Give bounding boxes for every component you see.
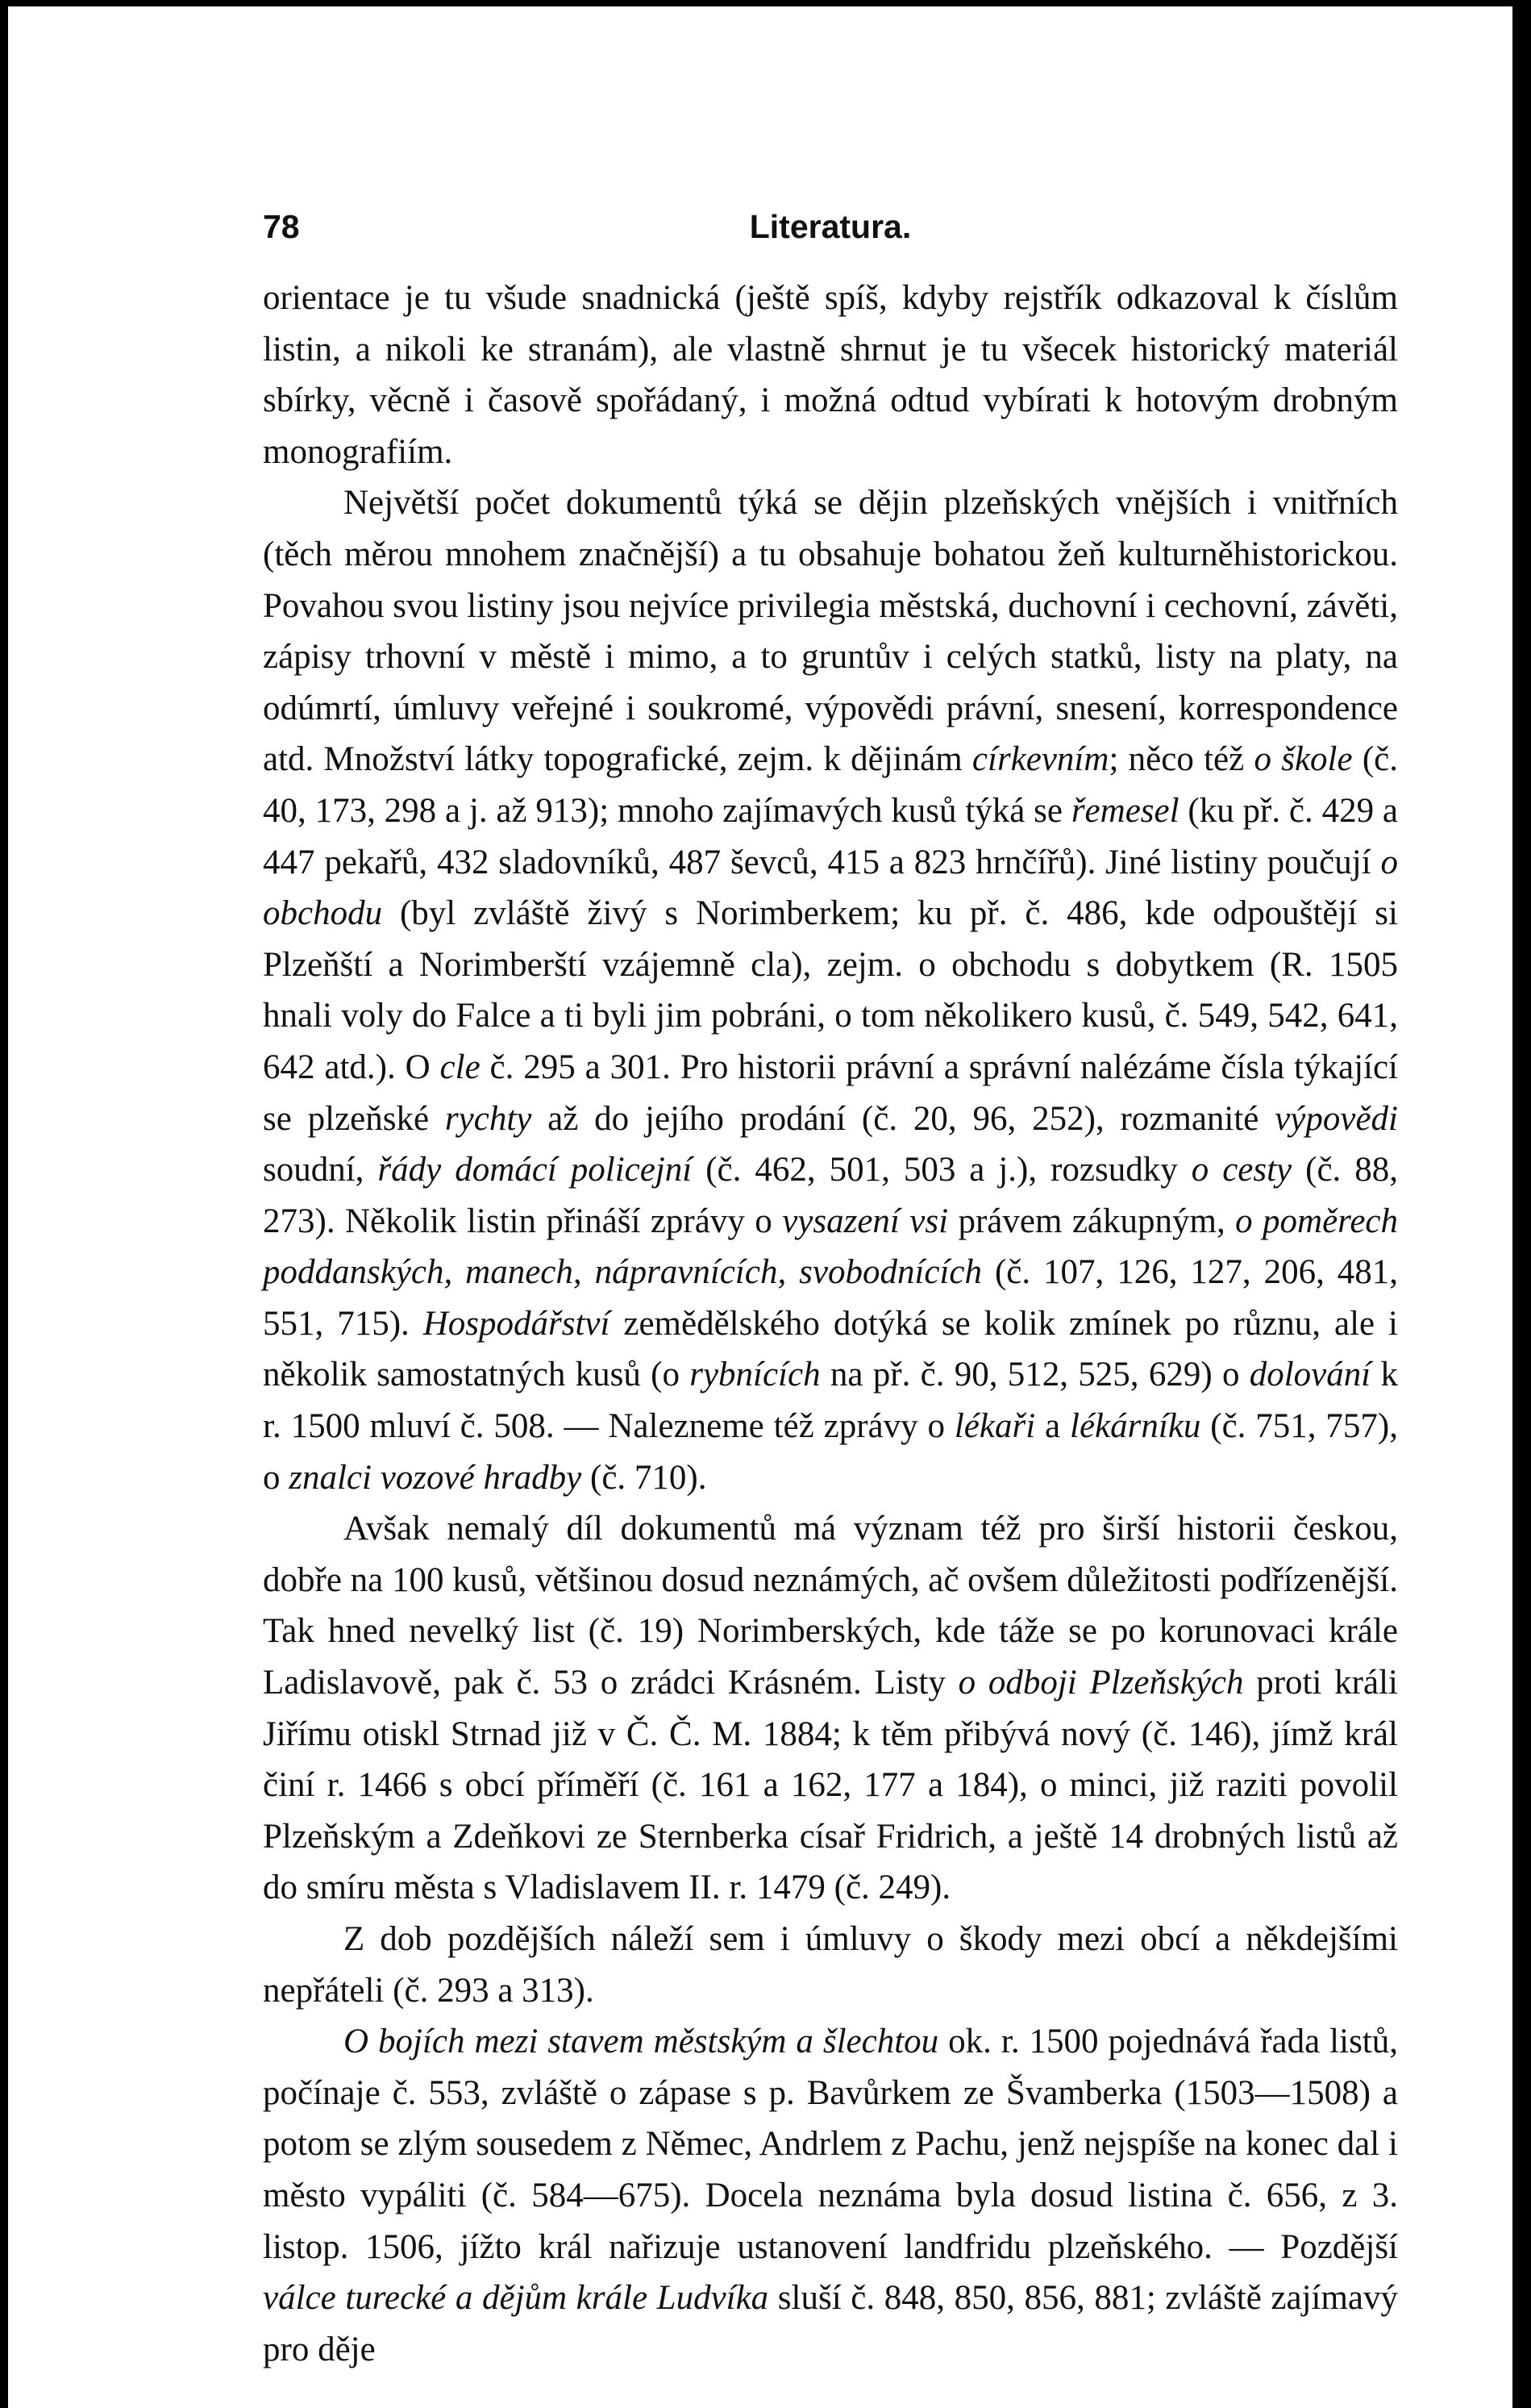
paragraph-4: Z dob pozdějších náleží sem i úmluvy o škody mezi obcí a někdejšími nepřáteli (č. 293 a 313). <box>263 1920 1398 2010</box>
page-header <box>263 208 1398 256</box>
text-run: (č. 88, 273). Několik listin přináší zprávy o <box>263 1151 1399 1240</box>
text-run: (č. 107, 126, 127, 206, 481, 551, 715). <box>263 1253 1399 1343</box>
text-run: ; něco též <box>1109 740 1254 779</box>
document-page <box>8 6 1512 2408</box>
italic-run: o obchodu <box>263 843 1398 933</box>
paragraph-3 <box>263 1503 1398 1914</box>
page-number: 78 <box>263 208 300 245</box>
italic-run: lékárníku <box>1070 1407 1201 1446</box>
italic-run: O bojích mezi stavem městským a šlechtou <box>343 2023 939 2061</box>
text-run: ok. r. 1500 pojednává řada listů, počínaje č. 553, zvláště o zápase s p. Bavůrkem ze Švamberka (1503—1508) a potom se zlým sousedem z Němec, Andrlem z Pachu, jenž nejspíše na konec dal i město vypáliti (č. 584—675). Docela neznáma byla dosud listina č. 656, z 3. listop. 1506, jížto král nařizuje ustanovení landfridu plzeňského. — Pozdější <box>263 2023 1398 2266</box>
italic-run: lékaři <box>954 1407 1036 1446</box>
text-run: (č. 751, 757), o <box>263 1407 1399 1497</box>
text-run: až do jejího prodání (č. 20, 96, 252), rozmanité <box>531 1099 1275 1138</box>
text-run: Největší počet dokumentů týká se dějin plzeňských vnějších i vnitřních (těch měrou mnohem značnější) a tu obsahuje bohatou žeň kulturněhistorickou. Povahou svou listiny jsou nejvíce privilegia městská, duchovní i cechovní, závěti, zápisy trhovní v městě i mimo, a to gruntův i celých statků, listy na platy, na odúmrtí, úmluvy veřejné i soukromé, výpovědi právní, snesení, korrespondence atd. Množství látky topografické, zejm. k dějinám <box>263 484 1398 779</box>
italic-run: znalci vozové hradby <box>289 1458 582 1497</box>
text-run: na př. č. 90, 512, 525, 629) o <box>820 1356 1250 1394</box>
text-run: č. 295 a 301. Pro historii právní a správní nalézáme čísla týkající se plzeňské <box>263 1048 1398 1138</box>
italic-run: o poměrech poddanských, manech, nápravnících, svobodnících <box>263 1202 1398 1292</box>
italic-run: válce turecké a dějům krále Ludvíka <box>263 2279 769 2318</box>
italic-run: vysazení vsi <box>782 1202 949 1240</box>
text-run: (byl zvláště živý s Norimberkem; ku př. č. 486, kde odpouštějí si Plzeňští a Norimberští vzájemně cla), zejm. o obchodu s dobytkem (R. 1505 hnali voly do Falce a ti byli jim pobráni, o tom několikero kusů, č. 549, 542, 641, 642 atd.). O <box>263 894 1398 1086</box>
italic-run: výpovědi <box>1275 1099 1398 1138</box>
running-title: Literatura. <box>749 208 912 245</box>
text-run: k r. 1500 mluví č. 508. — Nalezneme též zprávy o <box>263 1356 1399 1446</box>
italic-run: řemesel <box>1071 791 1179 830</box>
text-run: právem zákupným, <box>948 1202 1236 1240</box>
italic-run: rybnících <box>689 1356 821 1394</box>
paragraph-2 <box>263 477 1398 1503</box>
text-run: sluší č. 848, 850, 856, 881; zvláště zajímavý pro děje <box>263 2279 1398 2368</box>
text-run: (č. 710). <box>581 1458 707 1497</box>
italic-run: o škole <box>1254 740 1353 779</box>
text-run: (č. 40, 173, 298 a j. až 913); mnoho zajímavých kusů týká se <box>263 740 1399 830</box>
text-run: a <box>1035 1407 1071 1446</box>
body-text <box>263 273 1398 2375</box>
italic-run: dolování <box>1249 1356 1371 1394</box>
paragraph-5 <box>263 2016 1398 2375</box>
italic-run: cle <box>439 1048 481 1086</box>
text-run: zemědělského dotýká se kolik zmínek po různu, ale i několik samostatných kusů (o <box>263 1304 1398 1394</box>
text-run: (č. 462, 501, 503 a j.), rozsudky <box>692 1151 1192 1189</box>
paragraph-1: orientace je tu všude snadnická (ještě spíš, kdyby rejstřík odkazoval k číslům listin, a nikoli ke stranám), ale vlastně shrnut je tu všecek historický materiál sbírky, věcně i časově spořádaný, i možná odtud vybírati k hotovým drobným monografiím. <box>263 279 1398 471</box>
italic-run: církevním <box>971 740 1109 779</box>
italic-run: o cesty <box>1191 1151 1292 1189</box>
text-run: Avšak nemalý díl dokumentů má význam též pro širší historii českou, dobře na 100 kusů, většinou dosud neznámých, ač ovšem důležitosti podřízenější. Tak hned nevelký list (č. 19) Norimberských, kde táže se po korunovaci krále Ladislavově, pak č. 53 o zrádci Krásném. Listy <box>263 1510 1398 1702</box>
italic-run: Hospodářství <box>422 1304 610 1343</box>
text-run: proti králi Jiřímu otiskl Strnad již v Č. Č. M. 1884; k těm přibývá nový (č. 146), jímž král činí r. 1466 s obcí příměří (č. 161 a 162, 177 a 184), o minci, již raziti povolil Plzeňským a Zdeňkovi ze Sternberka císař Fridrich, a ještě 14 drobných listů až do smíru města s Vladislavem II. r. 1479 (č. 249). <box>263 1664 1398 1907</box>
italic-run: rychty <box>444 1099 532 1138</box>
text-run: (ku př. č. 429 a 447 pekařů, 432 sladovníků, 487 ševců, 415 a 823 hrnčířů). Jiné listiny poučují <box>263 791 1398 881</box>
italic-run: řády domácí policejní <box>377 1151 693 1189</box>
italic-run: o odboji Plzeňských <box>958 1664 1244 1702</box>
text-run: soudní, <box>263 1151 378 1189</box>
